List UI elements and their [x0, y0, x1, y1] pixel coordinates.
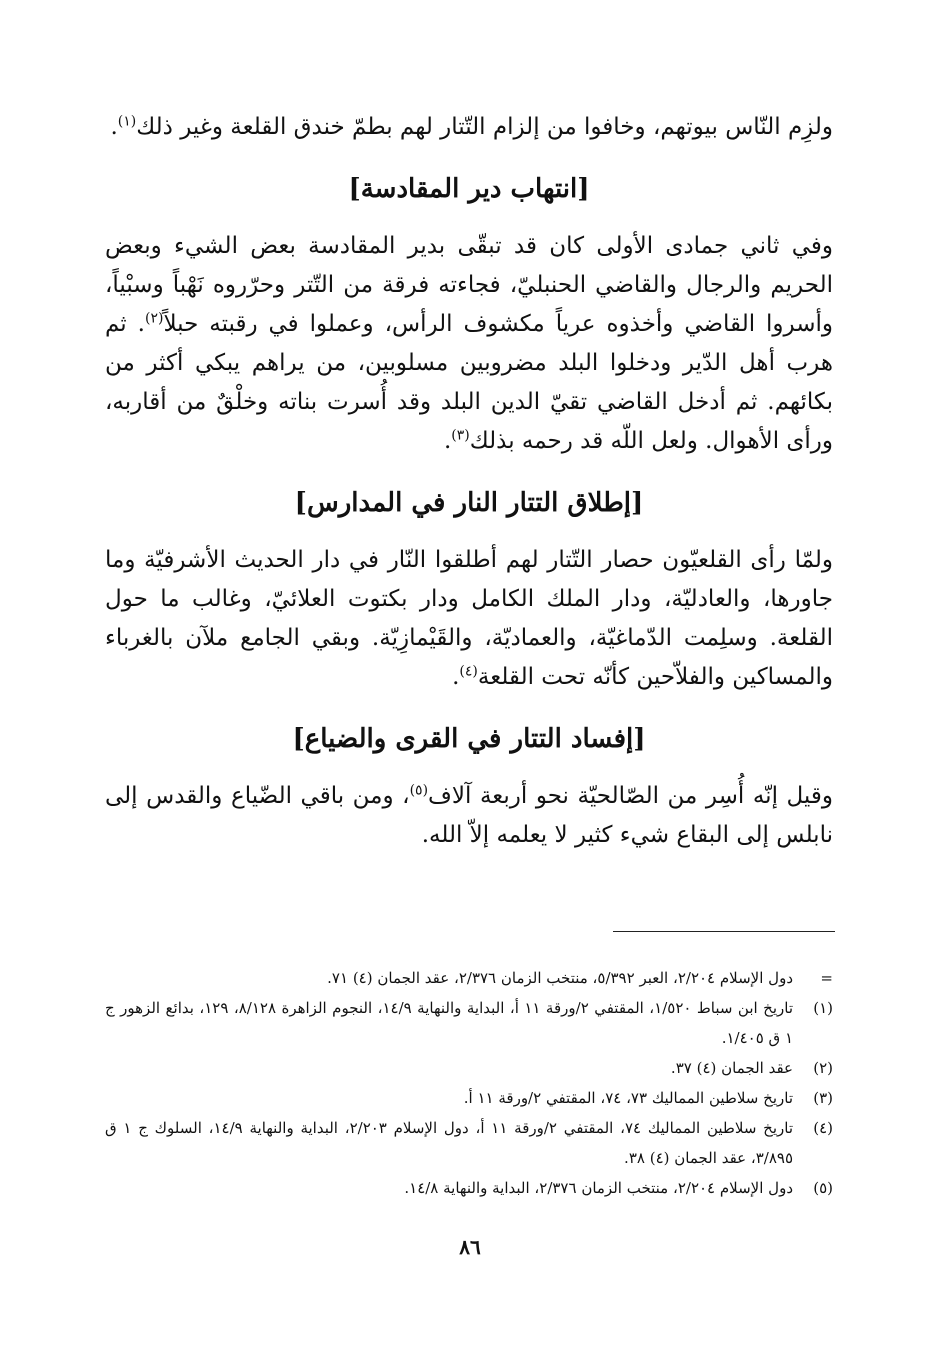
section-heading-qura: [إفساد التتار في القرى والضياع]	[292, 724, 646, 754]
paragraph-3	[105, 541, 833, 697]
footnote-continuation	[105, 963, 833, 993]
footnote-number: (٢)	[813, 1059, 833, 1077]
paragraph-3-text: ولمّا رأى القلعيّون حصار التّتار لهم أطلقوا النّار في دار الحديث الأشرفيّة وما جاورها، والعادليّة، ودار الملك الكامل ودار بكتوت العلائيّ، وغالب ما حول القلعة. وسلِمت الدّماغيّة، والعماديّة، والقَيْمازِيّة. وبقي الجامع ملآن بالغرباء والمساكين والفلاّحين كأنّه تحت القلعة	[105, 547, 833, 690]
paragraph-2	[105, 227, 833, 461]
paragraph-2-text-b: . ثم هرب أهل الدّير ودخلوا البلد مضروبين مسلوبين، من يراهم يبكي أكثر من بكائهم. ثم أدخل القاضي تقيّ الدين البلد وقد أُسرت بناته وخلْقٌ من أقاربه، ورأى الأهوال. ولعل اللّه قد رحمه بذلك	[105, 311, 833, 454]
footnote-2	[105, 1053, 833, 1083]
footnote-number: (١)	[813, 999, 833, 1017]
footnote-1	[105, 993, 833, 1053]
paragraph-4-text-b: ، ومن باقي الضّياع والقدس إلى نابلس إلى البقاع شيء كثير لا يعلمه إلاّ الله.	[105, 783, 833, 848]
paragraph-4	[105, 777, 833, 855]
footnote-number: =	[820, 969, 833, 987]
footnote-number: (٥)	[813, 1179, 833, 1197]
footnote-text: عقد الجمان (٤) ٣٧.	[670, 1059, 793, 1077]
footnote-ref-1: (١)	[117, 113, 137, 130]
footnote-3	[105, 1083, 833, 1113]
paragraph-3-end: .	[452, 664, 460, 690]
page-number: ٨٦	[459, 1235, 481, 1259]
footnote-5	[105, 1173, 833, 1203]
footnote-4	[105, 1113, 833, 1173]
paragraph-1-text: ولزِم النّاس بيوتهم، وخافوا من إلزام التّتار لهم بطمّ خندق القلعة وغير ذلك	[136, 114, 833, 140]
footnote-text: تاريخ ابن سباط ١/٥٢٠، المقتفي ٢/ورقة ١١ أ، البداية والنهاية ١٤/٩، النجوم الزاهرة ٨/١٢٨، ١٢٩، بدائع الزهور ج ١ ق ١/٤٠٥.	[105, 999, 793, 1047]
footnote-ref-5: (٥)	[409, 782, 429, 799]
footnote-number: (٤)	[813, 1119, 833, 1137]
footnote-divider	[613, 931, 835, 932]
section-heading-deir-maqadisa: [انتهاب دير المقادسة]	[348, 174, 590, 204]
paragraph-1-end: .	[110, 114, 118, 140]
main-text	[105, 108, 833, 855]
footnote-ref-2: (٢)	[144, 310, 164, 327]
footnote-ref-4: (٤)	[459, 663, 478, 680]
footnotes	[105, 963, 833, 1203]
section-heading-madaris: [إطلاق التتار النار في المدارس]	[294, 488, 644, 518]
paragraph-2-end: .	[443, 428, 452, 454]
footnote-text: دول الإسلام ٢/٢٠٤، العبر ٥/٣٩٢، منتخب الزمان ٢/٣٧٦، عقد الجمان (٤) ٧١.	[327, 969, 793, 987]
paragraph-4-text-a: وقيل إنّه أُسِر من الصّالحيّة نحو أربعة آلاف	[428, 783, 833, 809]
footnote-text: تاريخ سلاطين المماليك ٧٣، ٧٤، المقتفي ٢/ورقة ١١ أ.	[463, 1089, 793, 1107]
paragraph-2-text-a: وفي ثاني جمادى الأولى كان قد تبقّى بدير المقادسة بعض الشيء وبعض الحريم والرجال والقاضي الحنبليّ، فجاءته فرقة من التّتر وحرّروه نَهْباً وسبْياً، وأسروا القاضي وأخذوه عرياً مكشوف الرأس، وعملوا في رقبته حبلاً	[105, 233, 833, 337]
footnote-text: دول الإسلام ٢/٢٠٤، منتخب الزمان ٢/٣٧٦، البداية والنهاية ١٤/٨.	[404, 1179, 793, 1197]
footnote-text: تاريخ سلاطين المماليك ٧٤، المقتفي ٢/ورقة ١١ أ، دول الإسلام ٢/٢٠٣، البداية والنهاية ١٤/٩، السلوك ج ١ ق ٣/٨٩٥، عقد الجمان (٤) ٣٨.	[105, 1119, 793, 1167]
footnote-number: (٣)	[813, 1089, 833, 1107]
paragraph-1	[105, 108, 833, 147]
footnote-ref-3: (٣)	[451, 427, 470, 444]
